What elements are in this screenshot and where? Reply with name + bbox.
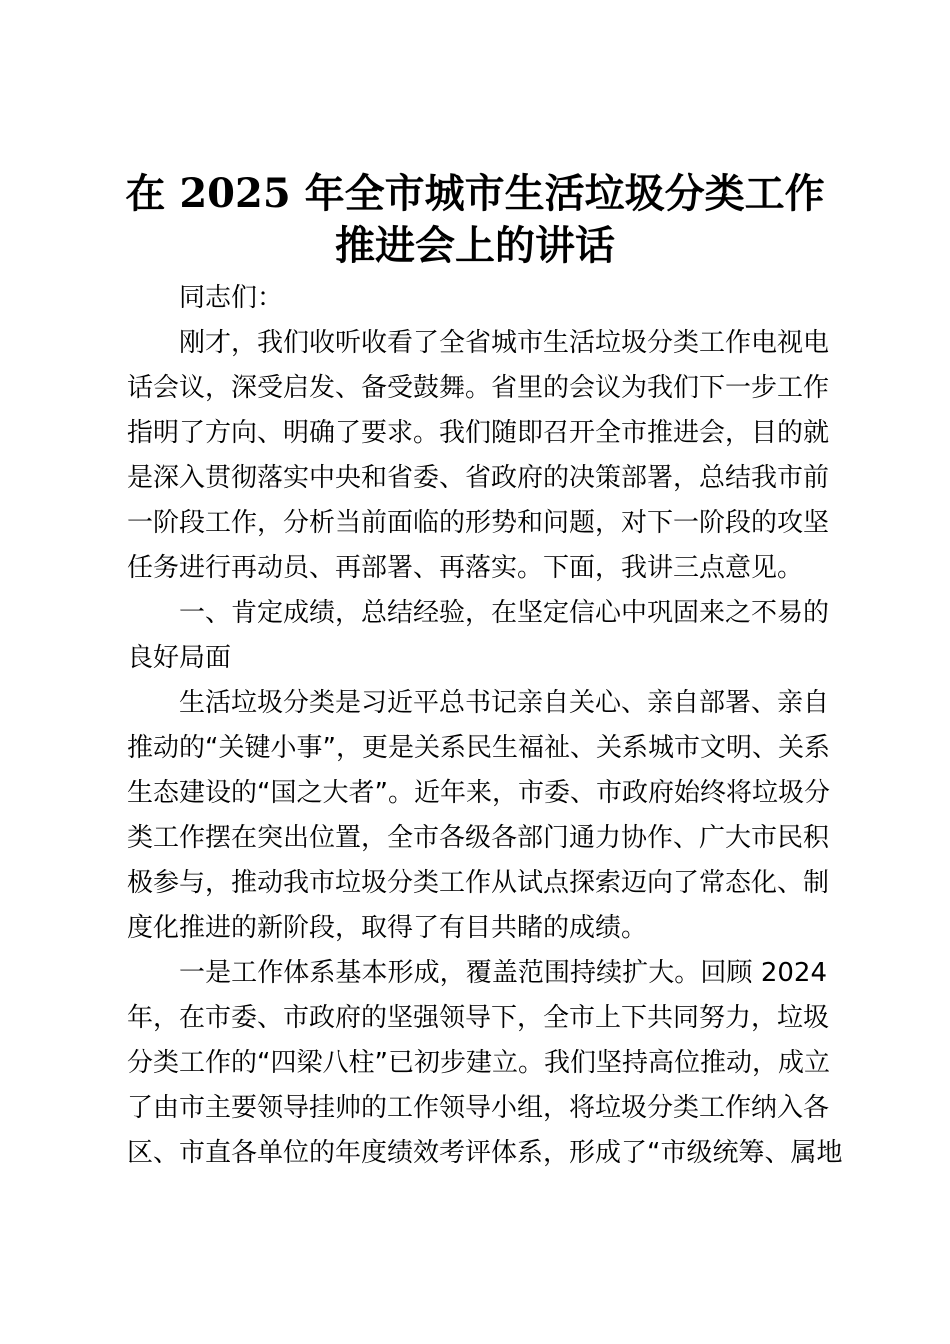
paragraph-line: 一阶段工作，分析当前面临的形势和问题，对下一阶段的攻坚 bbox=[127, 508, 830, 538]
section-heading-line: 一、肯定成绩，总结经验，在坚定信心中巩固来之不易的 bbox=[179, 598, 830, 628]
section-heading-line: 良好局面 bbox=[127, 643, 232, 673]
paragraph-line: 区、市直各单位的年度绩效考评体系，形成了“市级统筹、属地 bbox=[127, 1138, 843, 1168]
paragraph-line: 指明了方向、明确了要求。我们随即召开全市推进会，目的就 bbox=[127, 418, 830, 448]
paragraph-line: 极参与，推动我市垃圾分类工作从试点探索迈向了常态化、制 bbox=[127, 868, 830, 898]
paragraph-line: 分类工作的“四梁八柱”已初步建立。我们坚持高位推动，成立 bbox=[127, 1048, 830, 1078]
paragraph-line: 年，在市委、市政府的坚强领导下，全市上下共同努力，垃圾 bbox=[127, 1003, 830, 1033]
document-body bbox=[127, 276, 843, 1176]
paragraph-line: 是深入贯彻落实中央和省委、省政府的决策部署，总结我市前 bbox=[127, 463, 830, 493]
paragraph-line: 话会议，深受启发、备受鼓舞。省里的会议为我们下一步工作 bbox=[127, 373, 830, 403]
salutation: 同志们： bbox=[179, 283, 284, 313]
paragraph-line: 生态建设的“国之大者”。近年来，市委、市政府始终将垃圾分 bbox=[127, 778, 830, 808]
document-title-line-1: 在 2025 年全市城市生活垃圾分类工作 bbox=[125, 170, 825, 217]
paragraph-line: 推动的“关键小事”，更是关系民生福祉、关系城市文明、关系 bbox=[127, 733, 830, 763]
paragraph-line: 刚才，我们收听收看了全省城市生活垃圾分类工作电视电 bbox=[179, 328, 830, 358]
paragraph-line: 任务进行再动员、再部署、再落实。下面，我讲三点意见。 bbox=[127, 553, 804, 583]
paragraph-line: 了由市主要领导挂帅的工作领导小组，将垃圾分类工作纳入各 bbox=[127, 1093, 830, 1123]
paragraph-line: 一是工作体系基本形成，覆盖范围持续扩大。回顾 2024 bbox=[179, 958, 827, 988]
document-title-line-2: 推进会上的讲话 bbox=[335, 222, 615, 269]
paragraph-line: 度化推进的新阶段，取得了有目共睹的成绩。 bbox=[127, 913, 648, 943]
paragraph-line: 生活垃圾分类是习近平总书记亲自关心、亲自部署、亲自 bbox=[179, 688, 830, 718]
paragraph-line: 类工作摆在突出位置，全市各级各部门通力协作、广大市民积 bbox=[127, 823, 830, 853]
